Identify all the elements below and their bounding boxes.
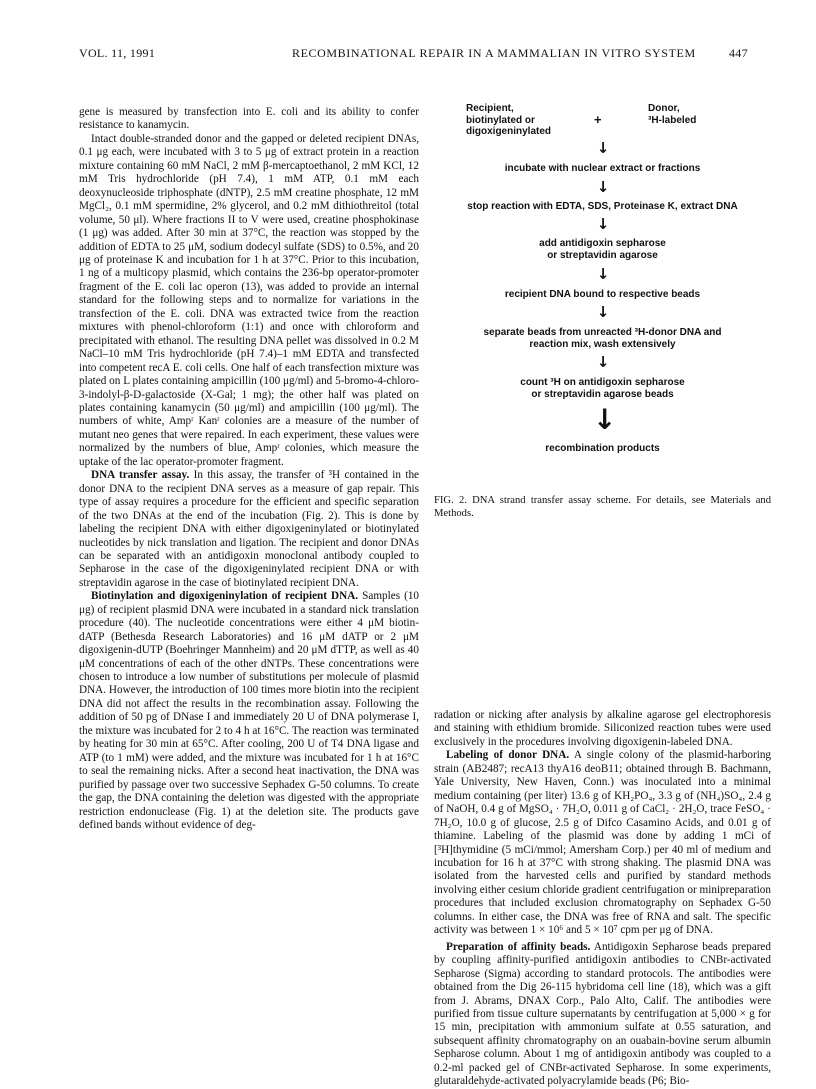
section-heading: Biotinylation and digoxigeninylation of recipient DNA.	[91, 590, 359, 603]
page-number: 447	[729, 46, 748, 60]
recipient-line: biotinylated or	[466, 114, 535, 126]
large-down-arrow-icon: ↓	[593, 403, 617, 436]
section-heading: Preparation of affinity beads.	[446, 940, 591, 953]
paragraph-text: Antidigoxin Sepharose beads prepared by coupling affinity-purified antidigoxin antibodies to CNBr-activated Sepharose (Sigma) according to standard protocols. The antibodies were obtained from the Dig 26-115 hybridoma cell line (18), which was a gift from J. Abrams, DNAX Corp., Palo Alto, Calif. The antibodies were purified from tissue culture supernatants by centrifugation at 5,000 × g for 15 min, precipitation with ammonium sulfate at 0.55 saturation, and subsequent affinity chromatography on an ouabain-bovine serum albumin Sepharose column. About 1 mg of antidigoxin antibody was coupled to a 0.2-ml packed gel of CNBr-activated Sepharose. In some experiments, glutaraldehyde-activated polyacrylamide beads (P6; Bio-	[434, 940, 771, 1088]
section-heading: DNA transfer assay.	[91, 469, 190, 482]
figure-caption: FIG. 2. DNA strand transfer assay scheme. For details, see Materials and Methods.	[434, 495, 771, 519]
down-arrow-icon: ↓	[596, 139, 610, 157]
step-stop-reaction: stop reaction with EDTA, SDS, Proteinase K, extract DNA	[467, 201, 738, 212]
down-arrow-icon: ↓	[596, 178, 610, 196]
paragraph-text: In this assay, the transfer of ³H contained in the donor DNA to the recipient DNA serves as a measure of gap repair. This type of assay requires a procedure for the efficient and specific separation of the two DNAs at the end of the incubation (Fig. 2). This is done by labeling the recipient DNA with either digoxigeninylated or biotinylated nucleotides by nick translation and ligation. The recipient and donor DNAs can be separated with an antidigoxin monoclonal antibody coupled to Sepharose in the case of the digoxigeninylated recipient DNA or with streptavidin agarose in the case of biotinylated recipient DNA.	[79, 469, 419, 589]
step-separate-beads	[434, 327, 771, 350]
section-heading: Labeling of donor DNA.	[446, 749, 570, 762]
recipient-line: Recipient,	[466, 103, 514, 114]
paragraph: gene is measured by transfection into E. coli and its ability to confer resistance to kanamycin.	[79, 106, 419, 132]
down-arrow-icon: ↓	[596, 265, 610, 283]
step-bound-dna: recipient DNA bound to respective beads	[504, 289, 701, 300]
running-head-volume: VOL. 11, 1991	[79, 46, 156, 60]
step-line: separate beads from unreacted ³H-donor DNA and	[483, 327, 722, 338]
figure-2-flowchart	[434, 103, 771, 489]
step-line: or streptavidin agarose	[547, 249, 658, 261]
step-line: count ³H on antidigoxin sepharose	[520, 377, 685, 388]
paragraph-text: A single colony of the plasmid-harboring strain (AB2487; recA13 thyA16 deoB11; obtained through B. Bachmann, Yale University, New Haven, Conn.) was inoculated into a minimal medium containing (per liter) 13.6 g of KH₂PO₄, 3.3 g of (NH₄)SO₄, 2.4 g of NaOH, 0.4 g of MgSO₄ · 7H₂O, 0.011 g of CaCl₂ · 2H₂O, trace FeSO₄ · 7H₂O, 10.0 g of glucose, 2.5 g of Difco Casamino Acids, and 0.01 g of thiamine. Labeling of the plasmid was done by adding 1 mCi of [³H]thymidine (5 mCi/mmol; Amersham Corp.) per 40 ml of medium and incubation for 16 h at 37°C with strong shaking. The plasmid DNA was isolated from the harvested cells and purified by standard methods involving either cesium chloride gradient centrifugation or minipreparation procedures that included exclusion chromatography on Sephadex G-50 columns. In either case, the DNA was free of RNA and salt. The specific activity was between 1 × 10⁶ and 5 × 10⁷ cpm per μg of DNA.	[434, 749, 772, 937]
left-column	[79, 106, 419, 832]
plus-sign: +	[594, 112, 602, 127]
donor-label	[648, 103, 696, 126]
section-paragraph	[79, 590, 419, 832]
step-line: add antidigoxin sepharose	[539, 238, 666, 249]
step-line: reaction mix, wash extensively	[529, 338, 676, 350]
down-arrow-icon: ↓	[596, 215, 610, 233]
step-count	[434, 377, 771, 400]
section-paragraph	[434, 941, 771, 1089]
paragraph-text: Samples (10 μg) of recipient plasmid DNA were incubated in a standard nick translation procedure (40). The nucleotide concentrations were either 4 μM biotin-dATP (Bethesda Research Laboratories) and 16 μM dATP or 2 μM digoxigenin-dUTP (Boehringer Mannheim) and 20 μM dTTP, as well as 40 μM concentrations of each of the other dNTPs. These concentrations were chosen to introduce a low number of substitutions per molecule of plasmid DNA. However, the introduction of 100 times more biotin into the recipient DNA did not affect the results in the recombination assay. Following the addition of 50 pg of DNase I and immediately 20 U of DNA polymerase I, the mixture was incubated for 2 to 4 h at 16°C. The reaction was terminated by heating for 30 min at 65°C. After cooling, 200 U of T4 DNA ligase and ATP (to 1 mM) were added, and the mixture was incubated for 1 h at 16°C to seal the remaining nicks. After a second heat inactivation, the DNA was purified by passage over two successive Sephadex G-50 columns. To create the gap, the DNA containing the deletion was digested with the appropriate restriction endonuclease (Fig. 1) at the deletion site. The products gave defined bands without evidence of deg-	[79, 590, 420, 832]
step-recombination-products: recombination products	[545, 443, 660, 454]
donor-line: Donor,	[648, 103, 680, 114]
paragraph: radation or nicking after analysis by alkaline agarose gel electrophoresis and staining with ethidium bromide. Siliconized reaction tubes were used exclusively in the procedures involving digoxigenin-labeled DNA.	[434, 709, 771, 748]
section-paragraph	[79, 469, 419, 590]
running-head-title: RECOMBINATIONAL REPAIR IN A MAMMALIAN IN VITRO SYSTEM	[292, 46, 696, 60]
down-arrow-icon: ↓	[596, 353, 610, 371]
recipient-label	[466, 103, 551, 138]
section-paragraph	[434, 749, 771, 937]
donor-line: ³H-labeled	[648, 114, 697, 126]
paragraph: Intact double-stranded donor and the gapped or deleted recipient DNAs, 0.1 μg each, were incubated with 3 to 5 μg of extract protein in a reaction mixture containing 60 mM NaCl, 2 mM β-mercaptoethanol, 2 mM KCl, 12 mM Tris hydrochloride (pH 7.4), 1 mM ATP, 0.1 mM each deoxynucleoside triphosphate (dNTP), 2.5 mM creatine phosphate, 12 mM MgCl₂, 0.1 mM spermidine, 2% glycerol, and 0.2 mM dithiothreitol (total volume, 50 μl). Where fractions II to V were used, creatine phosphokinase (1 μg) was added. After 30 min at 37°C, the reaction was stopped by the addition of EDTA to 25 μM, sodium dodecyl sulfate (SDS) to 0.5%, and 20 μg of proteinase K and incubation for 1 h at 37°C. Prior to this incubation, 1 ng of a multicopy plasmid, which contains the 236-bp operator-promoter fragment of the E. coli lac operon (13), was added to provide an internal standard for the following steps and to normalize for variations in the transfection of the E. coli. DNA was extracted twice from the reaction mixtures with phenol-chloroform (1:1) and once with chloroform and precipitated with ethanol. The resulting DNA pellet was dissolved in 0.2 M NaCl–10 mM Tris hydrochloride (pH 7.4)–1 mM EDTA and transfected into competent recA E. coli cells. One half of each transfection mixture was plated on L plates containing ampicillin (100 μg/ml) and 5-bromo-4-chloro-3-indolyl-β-D-galactoside (X-Gal; 1 mg); the other half was plated on plates containing kanamycin (50 μg/ml) and ampicillin (100 μg/ml). The numbers of white, Ampʳ Kanʳ colonies are a measure of the number of mutant neo genes that were repaired. In each experiment, these values were normalized by the numbers of blue, Ampʳ colonies, which measure the uptake of the lac operator-promoter fragment.	[79, 132, 419, 468]
recipient-line: digoxigeninylated	[466, 126, 552, 137]
step-incubate: incubate with nuclear extract or fractions	[504, 163, 701, 174]
step-add-beads	[434, 238, 771, 261]
down-arrow-icon: ↓	[596, 303, 610, 321]
step-line: or streptavidin agarose beads	[531, 388, 674, 400]
right-column	[434, 709, 771, 1089]
